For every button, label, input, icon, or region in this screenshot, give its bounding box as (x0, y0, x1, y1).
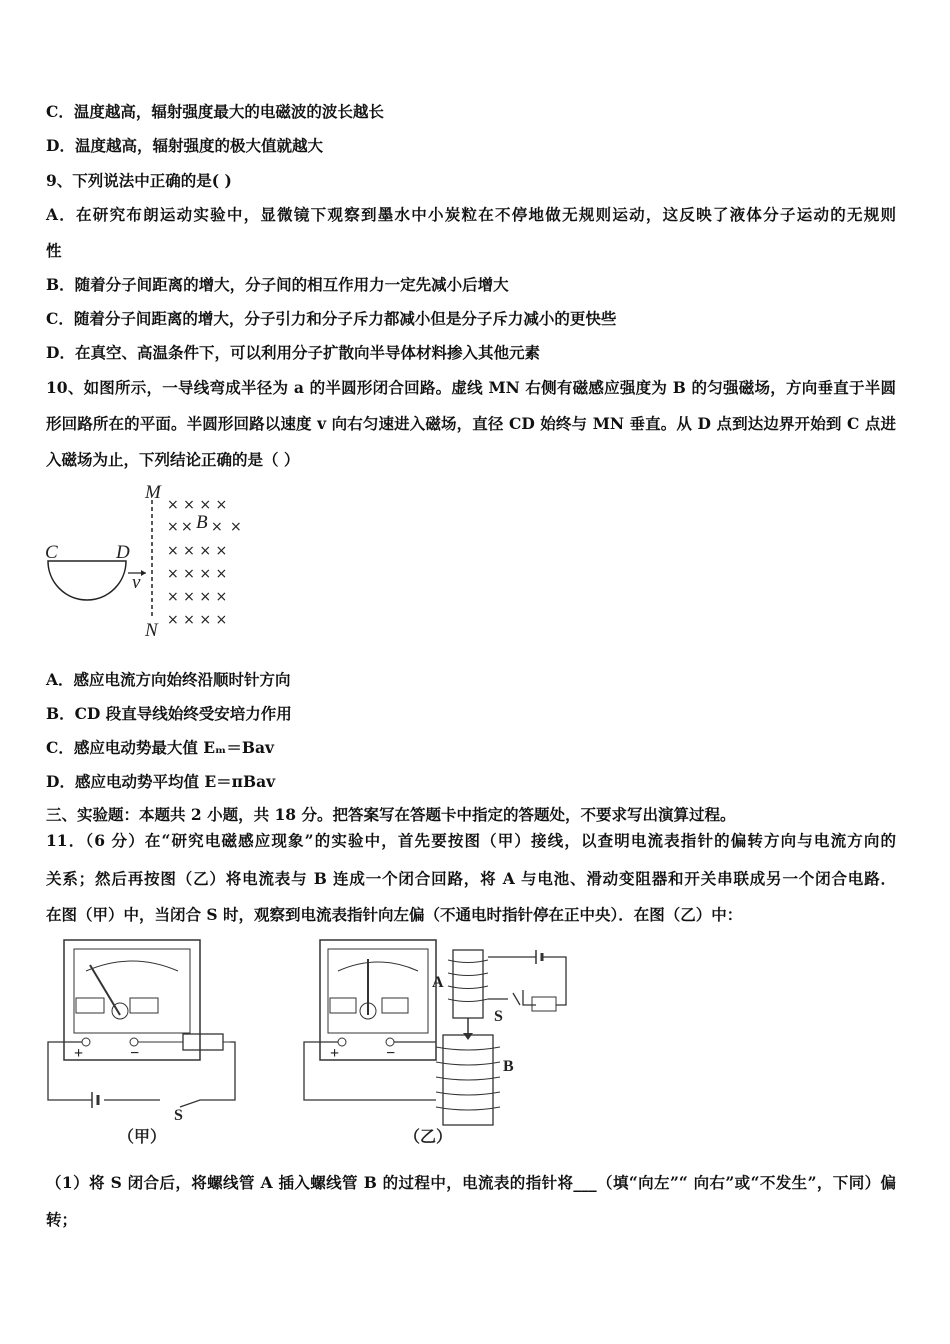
svg-text:× × × ×: × × × × (167, 497, 228, 513)
question-11: 11．（6 分）在“研究电磁感应现象”的实验中，首先要按图（甲）接线，以查明电流表指针的偏转方向与电流方向的 (46, 831, 896, 850)
svg-text:×: × (167, 519, 179, 535)
option-8d: D．温度越高，辐射强度的极大值就越大 (46, 136, 323, 155)
label-m: M (145, 482, 161, 503)
question-11-cont: 关系；然后再按图（乙）将电流表与 B 连成一个闭合回路，将 A 与电池、滑动变阻器和开关串联成另一个闭合电路． (46, 869, 896, 888)
circuit-figure-yi (298, 935, 578, 1150)
label-b: B (503, 1058, 514, 1075)
option-10a: A．感应电流方向始终沿顺时针方向 (46, 670, 291, 689)
svg-text:× × × ×: × × × × (167, 612, 228, 628)
solenoid-a (453, 950, 483, 1018)
semicircle-loop (48, 561, 126, 600)
circuit-figure-jia (40, 935, 250, 1150)
minus-terminal: − (130, 1045, 140, 1062)
question-11-part1: （1）将 S 闭合后，将螺线管 A 插入螺线管 B 的过程中，电流表的指针将___（填“向左”“ 向右”或“不发生”，下同）偏 (46, 1173, 896, 1192)
svg-text:×: × (230, 519, 242, 535)
svg-text:× × × ×: × × × × (167, 543, 228, 559)
label-b: B (196, 512, 208, 533)
svg-text:×: × (181, 519, 193, 535)
question-10-cont: 形回路所在的平面。半圆形回路以速度 v 向右匀速进入磁场，直径 CD 始终与 MN 垂直。从 D 点到达边界开始到 C 点进 (46, 414, 896, 433)
question-9: 9、下列说法中正确的是( ) (46, 171, 232, 190)
rheostat (532, 997, 556, 1011)
label-a: A (432, 974, 444, 991)
caption-jia: （甲） (118, 1129, 167, 1146)
section-3-heading: 三、实验题：本题共 2 小题，共 18 分。把答案写在答题卡中指定的答题处，不要求写出演算过程。 (46, 805, 736, 824)
option-9a-cont: 性 (46, 241, 62, 260)
meter-needle (90, 965, 120, 1015)
svg-text:×: × (211, 519, 223, 535)
caption-yi: （乙） (404, 1129, 453, 1146)
svg-text:× × × ×: × × × × (167, 566, 228, 582)
plus-terminal: + (330, 1045, 340, 1062)
option-9b: B．随着分子间距离的增大，分子间的相互作用力一定先减小后增大 (46, 275, 509, 294)
option-10d: D．感应电动势平均值 E＝πBav (46, 772, 276, 791)
option-9d: D．在真空、高温条件下，可以利用分子扩散向半导体材料掺入其他元素 (46, 343, 540, 362)
question-10-cont2: 入磁场为止，下列结论正确的是（ ） (46, 450, 300, 469)
option-9a: A．在研究布朗运动实验中，显微镜下观察到墨水中小炭粒在不停地做无规则运动，这反映了液体分子运动的无规则 (46, 205, 896, 224)
question-10: 10、如图所示，一导线弯成半径为 a 的半圆形闭合回路。虚线 MN 右侧有磁感应强度为 B 的匀强磁场，方向垂直于半圆 (46, 378, 896, 397)
label-c: C (45, 542, 58, 563)
option-10b: B．CD 段直导线始终受安培力作用 (46, 704, 292, 723)
minus-terminal: − (386, 1045, 396, 1062)
label-d: D (116, 542, 130, 563)
question-11-part1-cont: 转； (46, 1210, 78, 1229)
option-10c: C．感应电动势最大值 Eₘ＝Bav (46, 738, 274, 757)
option-8c: C．温度越高，辐射强度最大的电磁波的波长越长 (46, 102, 384, 121)
magnetic-field-figure (40, 478, 270, 643)
question-11-cont2: 在图（甲）中，当闭合 S 时，观察到电流表指针向左偏（不通电时指针停在正中央）．在图（乙）中： (46, 905, 743, 924)
label-v: v (132, 572, 141, 593)
plus-terminal: + (74, 1045, 84, 1062)
option-9c: C．随着分子间距离的增大，分子引力和分子斥力都减小但是分子斥力减小的更快些 (46, 309, 617, 328)
switch-label: S (174, 1107, 183, 1124)
svg-text:× × × ×: × × × × (167, 589, 228, 605)
switch-label: S (494, 1008, 503, 1025)
label-n: N (145, 620, 158, 641)
